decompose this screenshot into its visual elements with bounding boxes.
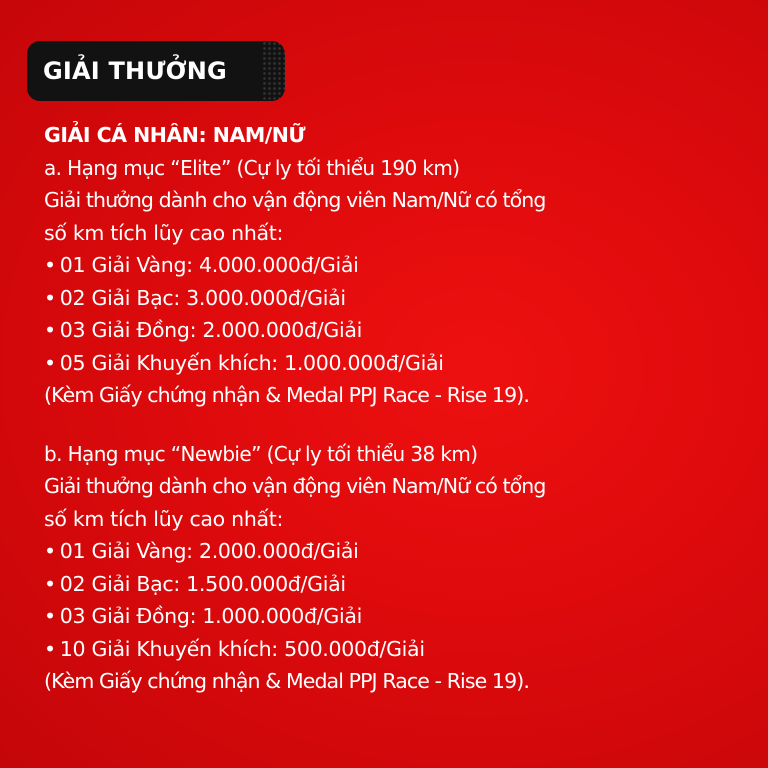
bullet-icon: • (44, 350, 56, 375)
newbie-prize-item (44, 633, 759, 666)
newbie-prize-item (44, 535, 759, 568)
newbie-note: (Kèm Giấy chứng nhận & Medal PPJ Race - Rise 19). (44, 669, 529, 693)
elite-prize-item (44, 347, 759, 380)
elite-note: (Kèm Giấy chứng nhận & Medal PPJ Race - Rise 19). (44, 383, 529, 407)
header-badge (27, 41, 285, 101)
bullet-icon: • (44, 636, 56, 661)
bullet-icon: • (44, 285, 56, 310)
newbie-heading: b. Hạng mục “Newbie” (Cự ly tối thiểu 38 km) (44, 441, 478, 466)
prize-text: 01 Giải Vàng: 2.000.000đ/Giải (59, 539, 359, 563)
bullet-icon: • (44, 539, 56, 563)
bullet-icon: • (44, 318, 56, 342)
elite-description-line-1: Giải thưởng dành cho vận động viên Nam/Nữ có tổng (44, 188, 546, 212)
bullet-icon: • (44, 571, 56, 596)
prize-text: 01 Giải Vàng: 4.000.000đ/Giải (59, 253, 359, 277)
prize-text: 03 Giải Đồng: 2.000.000đ/Giải (59, 318, 363, 342)
bullet-icon: • (44, 253, 56, 277)
bullet-icon: • (44, 604, 56, 628)
page-title: GIẢI THƯỞNG (43, 57, 227, 85)
elite-prize-item (44, 314, 759, 347)
newbie-description-line-1: Giải thưởng dành cho vận động viên Nam/Nữ có tổng (44, 474, 546, 498)
newbie-prize-item (44, 568, 759, 601)
prize-text: 02 Giải Bạc: 1.500.000đ/Giải (59, 571, 346, 596)
elite-prize-item (44, 282, 759, 315)
section-title: GIẢI CÁ NHÂN: NAM/NỮ (44, 123, 305, 147)
prize-text: 02 Giải Bạc: 3.000.000đ/Giải (59, 285, 346, 310)
newbie-prize-item (44, 600, 759, 633)
elite-heading: a. Hạng mục “Elite” (Cự ly tối thiểu 190 km) (44, 155, 460, 180)
newbie-description-line-2: số km tích lũy cao nhất: (44, 506, 284, 531)
section-gap (44, 412, 759, 438)
prize-text: 05 Giải Khuyến khích: 1.000.000đ/Giải (59, 350, 444, 375)
prize-text: 10 Giải Khuyến khích: 500.000đ/Giải (59, 636, 425, 661)
prize-content (44, 119, 759, 698)
prize-text: 03 Giải Đồng: 1.000.000đ/Giải (59, 604, 363, 628)
elite-prize-item (44, 249, 759, 282)
elite-description-line-2: số km tích lũy cao nhất: (44, 220, 284, 245)
